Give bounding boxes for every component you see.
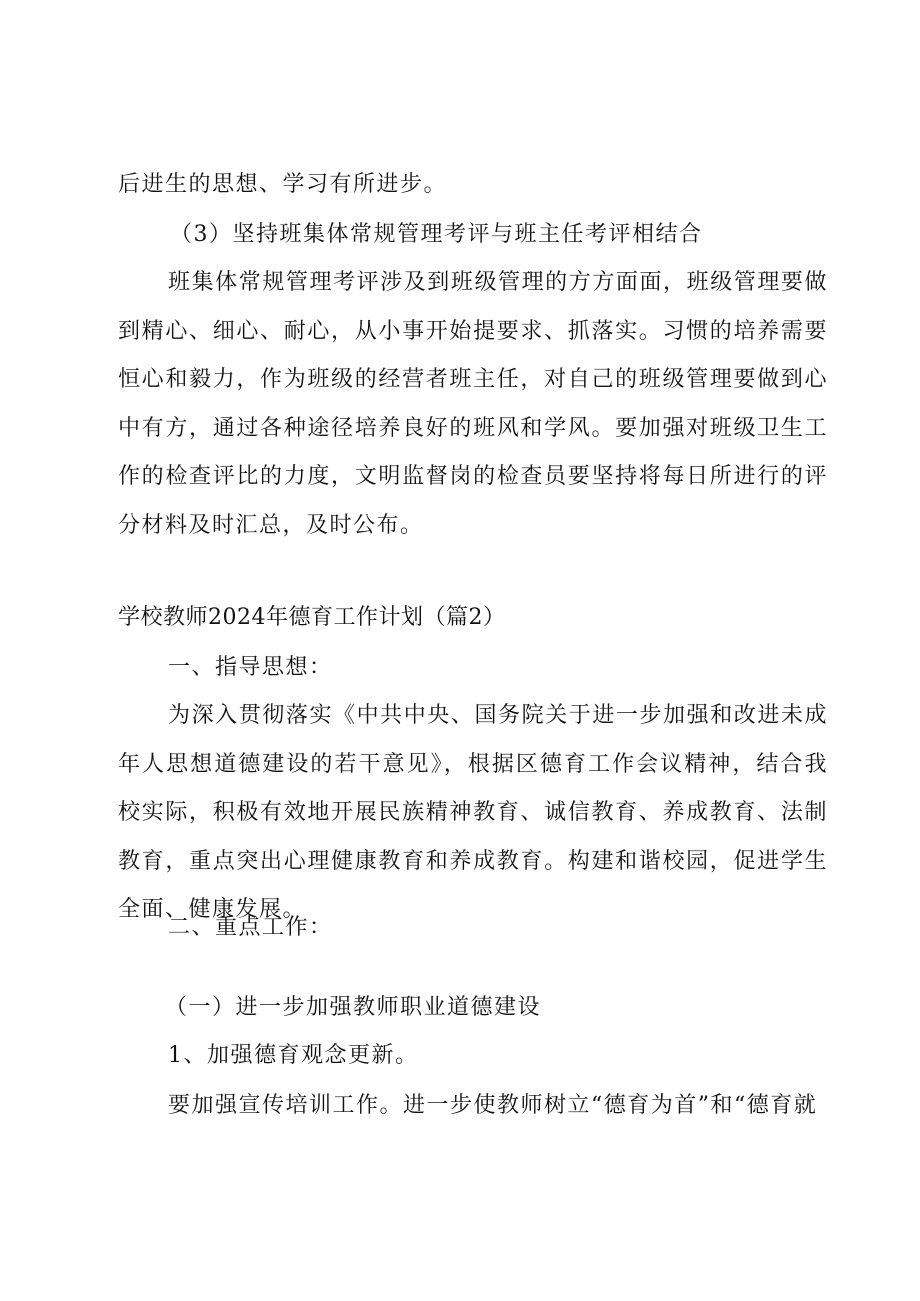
subsection-1-title: （一）进一步加强教师职业道德建设 xyxy=(165,995,542,1020)
section-3-title: （3）坚持班集体常规管理考评与班主任考评相结合 xyxy=(170,222,703,247)
part-2-title: 二、重点工作： xyxy=(168,915,333,940)
item-1-body: 要加强宣传培训工作。进一步使教师树立“德育为首”和“德育就 xyxy=(168,1093,818,1118)
item-1-title: 1、加强德育观念更新。 xyxy=(168,1043,419,1068)
part-1-title: 一、指导思想： xyxy=(168,655,333,680)
article-2-title: 学校教师2024年德育工作计划（篇2） xyxy=(118,605,506,630)
section-3-body: 班集体常规管理考评涉及到班级管理的方方面面，班级管理要做到精心、细心、耐心，从小事开始提要求、抓落实。习惯的培养需要恒心和毅力，作为班级的经营者班主任，对自己的班级管理要做到心中有方，通过各种途径培养良好的班风和学风。要加强对班级卫生工作的检查评比的力度，文明监督岗的检查员要坚持将每日所进行的评分材料及时汇总，及时公布。 xyxy=(118,270,828,538)
continuation-line: 后进生的思想、学习有所进步。 xyxy=(118,172,448,197)
part-1-body: 为深入贯彻落实《中共中央、国务院关于进一步加强和改进未成年人思想道德建设的若干意见》，根据区德育工作会议精神，结合我校实际，积极有效地开展民族精神教育、诚信教育、养成教育、法制教育，重点突出心理健康教育和养成教育。构建和谐校园，促进学生全面、健康发展。 xyxy=(118,703,828,922)
